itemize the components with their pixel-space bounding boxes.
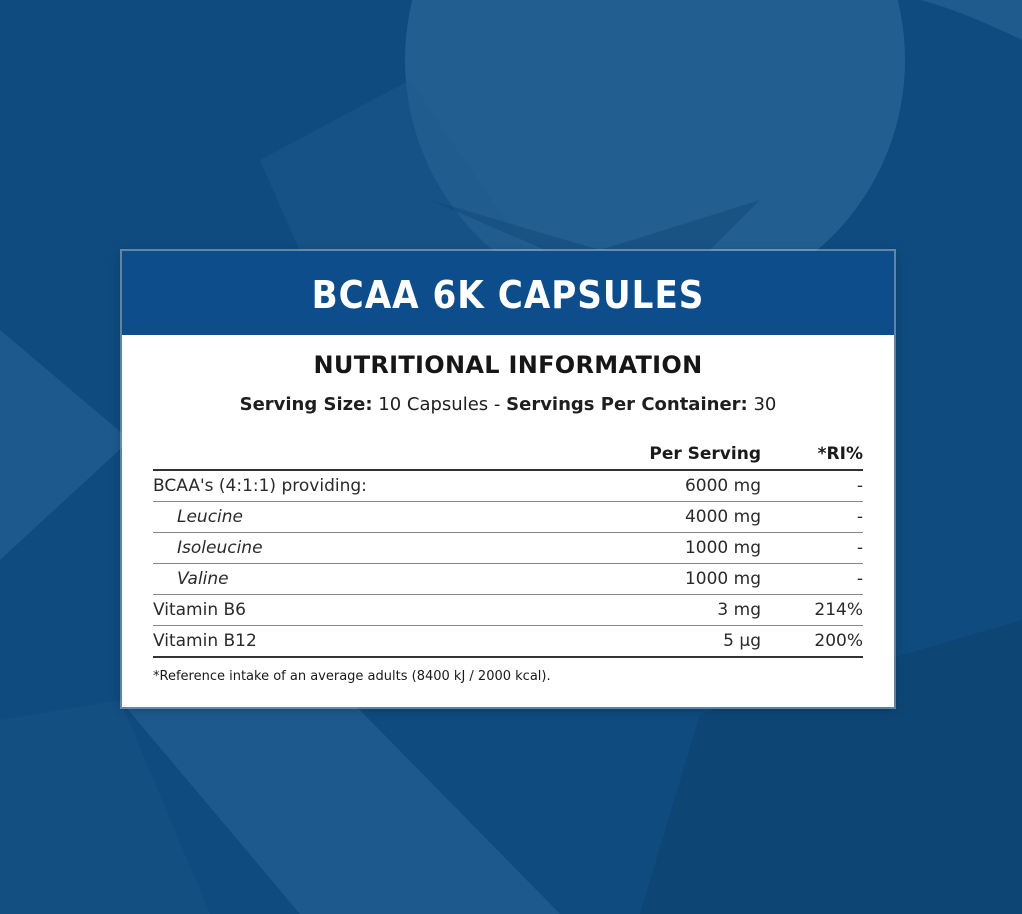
servings-per-container-label: Servings Per Container: <box>506 394 748 415</box>
table-row <box>153 502 863 533</box>
table-row <box>153 626 863 658</box>
table-row <box>153 595 863 626</box>
nutrition-panel <box>122 251 894 707</box>
panel-header <box>122 251 894 335</box>
serving-size-label: Serving Size: <box>239 394 373 415</box>
servings-per-container-value: 30 <box>753 394 777 415</box>
row-name: Vitamin B6 <box>153 600 247 620</box>
footnote: *Reference intake of an average adults (8400 kJ / 2000 kcal). <box>153 669 551 684</box>
row-name: BCAA's (4:1:1) providing: <box>153 476 367 496</box>
row-per-serving: 6000 mg <box>684 476 761 496</box>
serving-info <box>122 394 894 415</box>
header-ri: *RI% <box>817 444 863 464</box>
product-title: BCAA 6K CAPSULES <box>311 273 705 317</box>
row-name: Vitamin B12 <box>153 631 257 651</box>
nutrition-table <box>153 439 863 658</box>
serving-size-value: 10 Capsules <box>378 394 489 415</box>
row-ri: - <box>856 538 863 558</box>
row-name: Leucine <box>177 507 244 527</box>
row-ri: - <box>856 507 863 527</box>
header-per-serving: Per Serving <box>649 444 761 464</box>
row-per-serving: 3 mg <box>717 600 761 620</box>
row-ri: - <box>856 476 863 496</box>
row-per-serving: 4000 mg <box>684 507 761 527</box>
row-name: Valine <box>177 569 229 589</box>
section-title: NUTRITIONAL INFORMATION <box>313 351 703 379</box>
row-per-serving: 1000 mg <box>684 538 761 558</box>
table-row <box>153 564 863 595</box>
row-ri: 200% <box>814 631 863 651</box>
row-per-serving: 1000 mg <box>684 569 761 589</box>
serving-separator: - <box>493 394 501 415</box>
table-header <box>153 439 863 471</box>
row-ri: 214% <box>814 600 863 620</box>
row-name: Isoleucine <box>177 538 263 558</box>
table-row <box>153 471 863 502</box>
row-per-serving: 5 µg <box>723 631 761 651</box>
table-row <box>153 533 863 564</box>
row-ri: - <box>856 569 863 589</box>
